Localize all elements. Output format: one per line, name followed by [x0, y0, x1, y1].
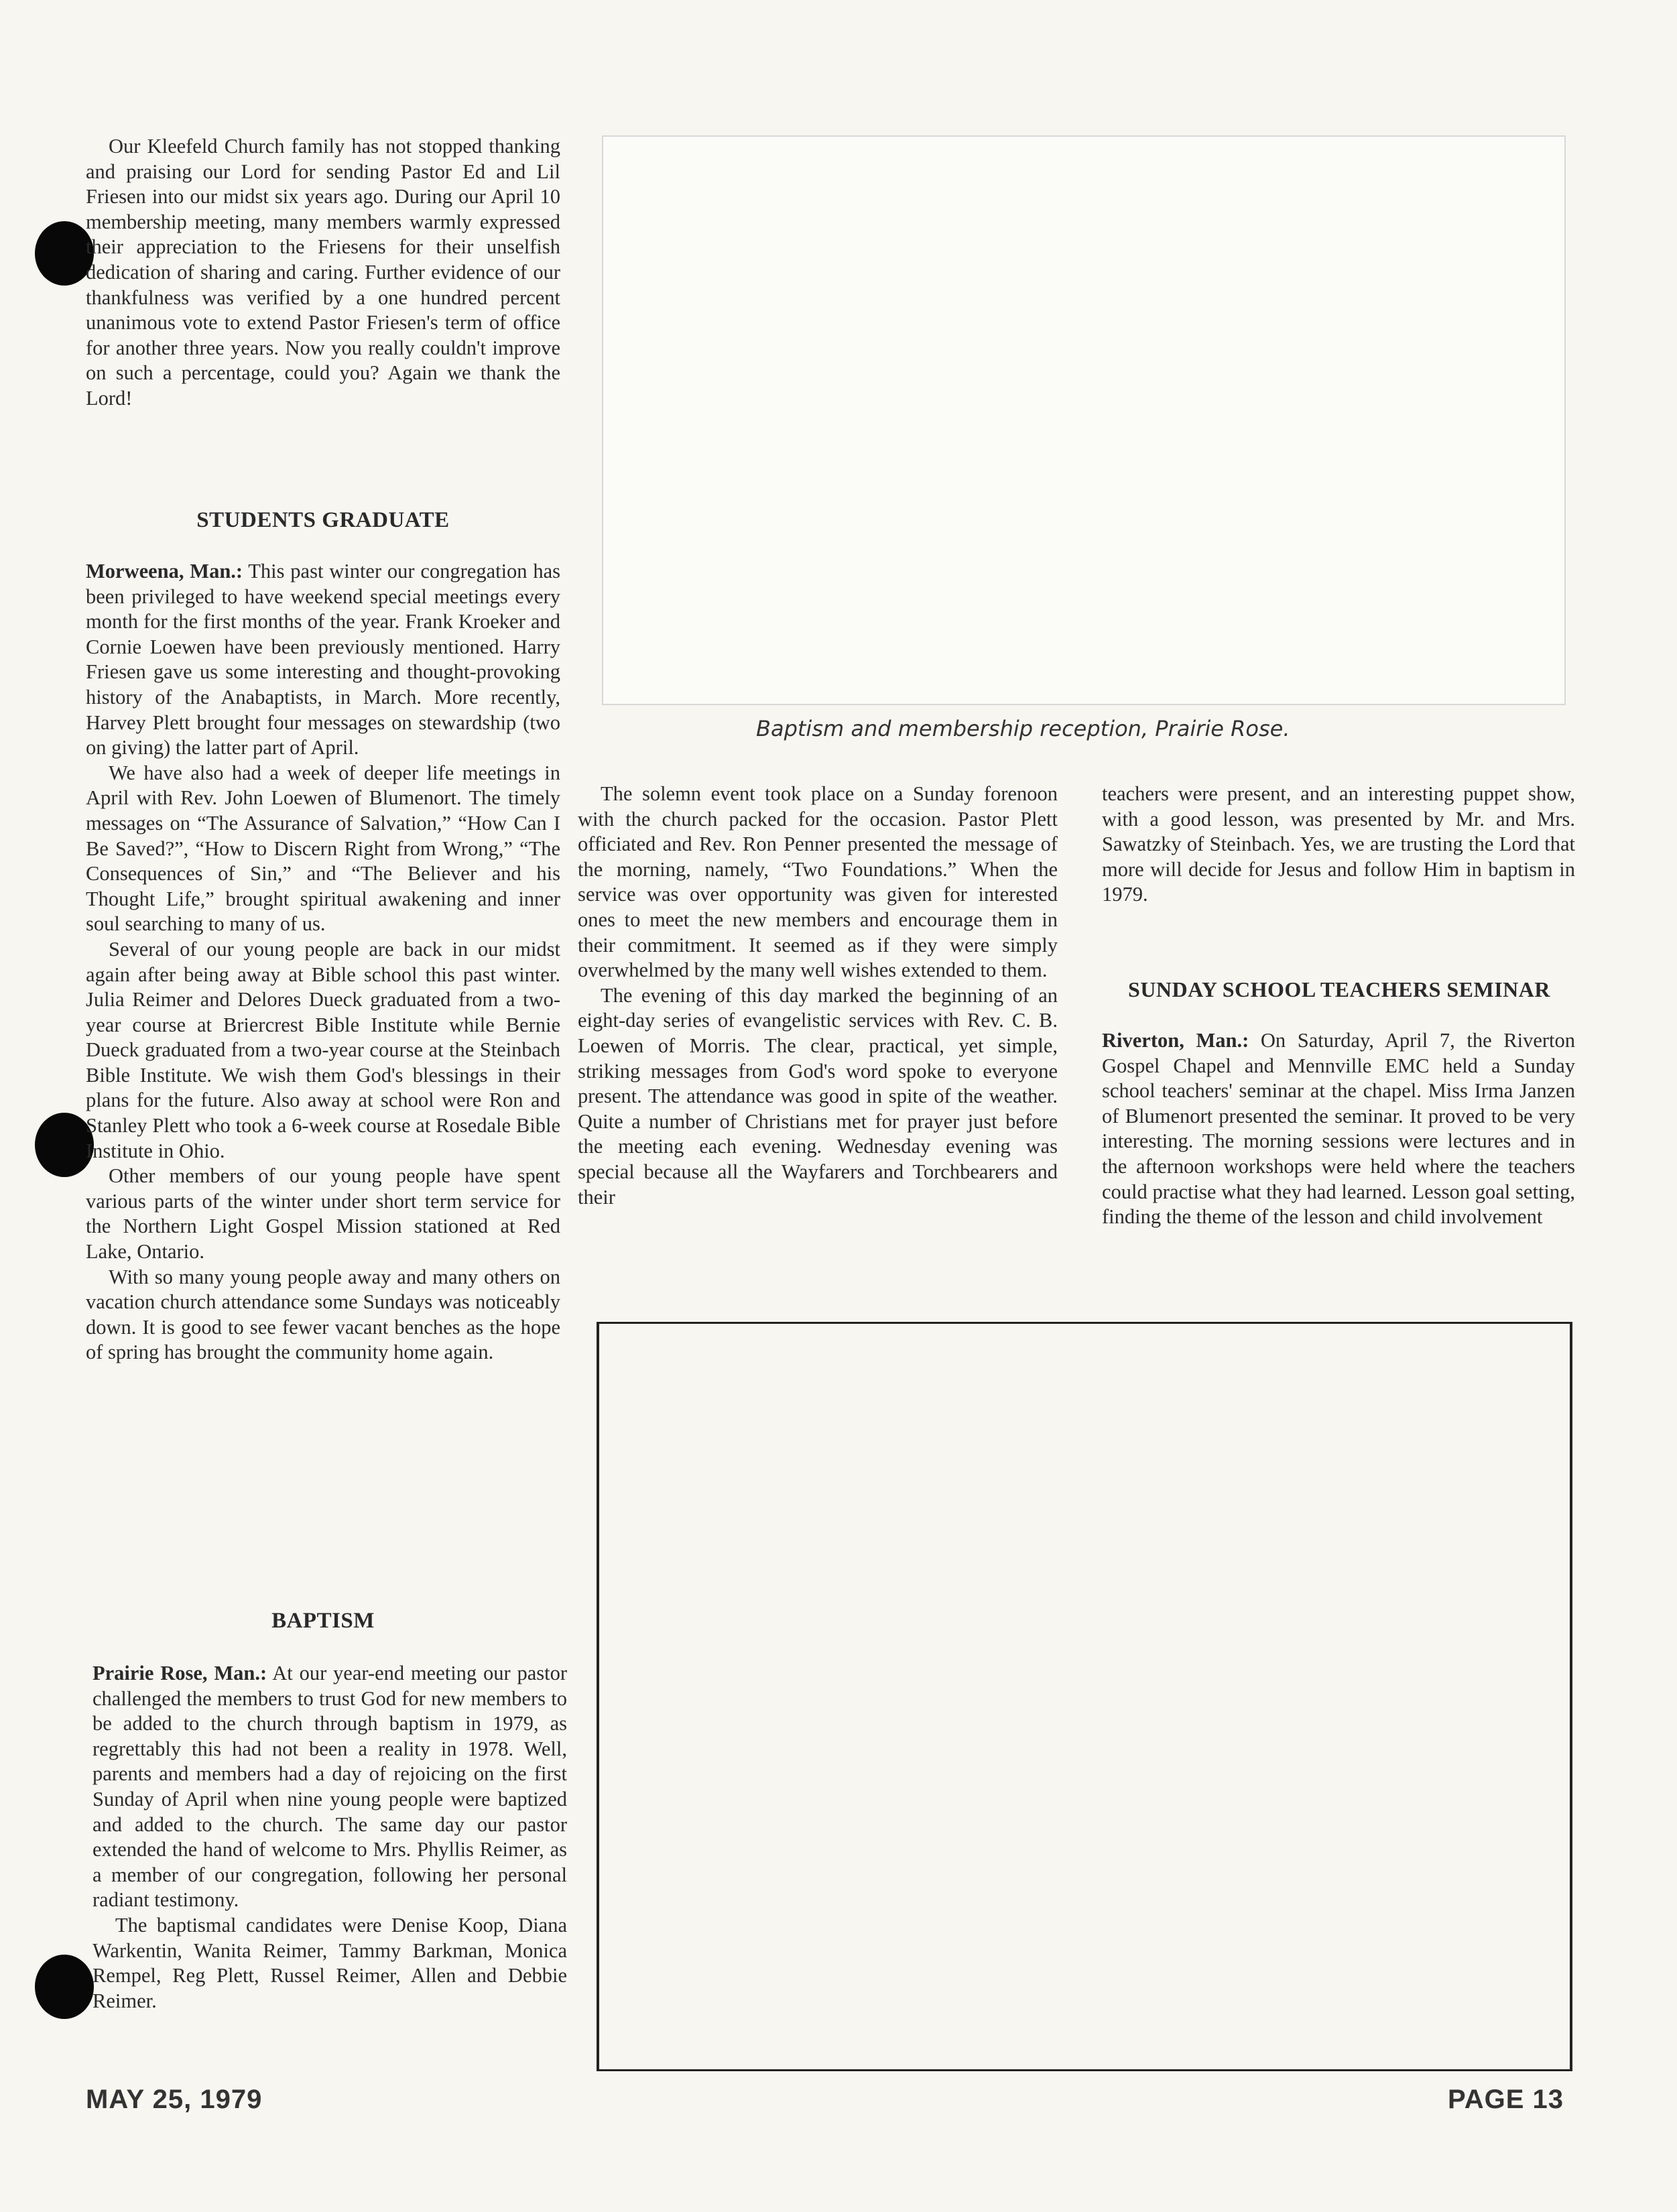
binder-hole-middle: [35, 1113, 94, 1177]
article-paragraph: The evening of this day marked the beginning of an eight-day series of evangelistic services with Rev. C. B. Loewen of Morris. The clear, practical, yet simple, striking messages from God's word spoke to everyone present. The attendance was good in spite of the weather. Quite a number of Christians met for prayer just before the meeting each evening. Wednesday evening was special because all the Wayfarers and Torchbearers and their: [578, 983, 1058, 1209]
column-3-continuation: [1102, 782, 1575, 908]
photo-baptism-reception: [602, 135, 1566, 705]
article-paragraph: Other members of our young people have spent various parts of the winter under short term service for the Northern Light Gospel Mission stationed at Red Lake, Ontario.: [86, 1164, 560, 1264]
article-paragraph: Riverton, Man.: On Saturday, April 7, the Riverton Gospel Chapel and Mennville EMC held a Sunday school teachers' seminar at the chapel. Miss Irma Janzen of Blumenort presented the seminar. It proved to be very interesting. The morning sessions were lectures and in the afternoon workshops were held where the teachers could practise what they had learned. Lesson goal setting, finding the theme of the lesson and child involvement: [1102, 1029, 1575, 1229]
column-2-article: [578, 782, 1058, 1210]
article-paragraph: Morweena, Man.: This past winter our congregation has been privileged to have weekend special meetings every month for the first months of the year. Frank Kroeker and Cornie Loewen have been previously mentioned. Harry Friesen gave us some interesting and thought-provoking history of the Anabaptists, in March. More recently, Harvey Plett brought four messages on stewardship (two on giving) the latter part of April.: [86, 560, 560, 759]
binder-hole-top: [35, 221, 94, 286]
students-graduate-article: [86, 559, 560, 1365]
intro-paragraph: Our Kleefeld Church family has not stopped thanking and praising our Lord for sending Pastor Ed and Lil Friesen into our midst six years ago. During our April 10 membership meeting, many members warmly expressed their appreciation to the Friesens for their unselfish dedication of sharing and caring. Further evidence of our thankfulness was verified by a one hundred percent unanimous vote to extend Pastor Friesen's term of office for another three years. Now you really couldn't improve on such a percentage, could you? Again we thank the Lord!: [86, 135, 560, 410]
article-paragraph: The solemn event took place on a Sunday forenoon with the church packed for the occasion. Pastor Plett officiated and Rev. Ron Penner presented the message of the morning, namely, “Two Foundations.” When the service was over opportunity was given for interested ones to meet the new members and encourage them in their commitment. It seemed as if they were simply overwhelmed by the many well wishes extended to them.: [578, 782, 1058, 982]
sunday-school-seminar-article: [1102, 1028, 1575, 1230]
issue-date: MAY 25, 1979: [86, 2085, 263, 2114]
students-graduate-heading: STUDENTS GRADUATE: [196, 508, 450, 532]
frame-bottom-rule: [599, 2069, 1570, 2071]
baptism-heading: BAPTISM: [271, 1609, 375, 1633]
page-number: PAGE 13: [1448, 2085, 1564, 2114]
binder-hole-bottom: [35, 1955, 94, 2019]
article-paragraph: We have also had a week of deeper life meetings in April with Rev. John Loewen of Blumenort. The timely messages on “The Assurance of Salvation,” “How Can I Be Saved?”, “How to Discern Right from Wrong,” “The Consequences of Sin,” and “The Believer and his Thought Life,” brought spiritual awakening and inner soul searching to many of us.: [86, 761, 560, 936]
baptism-article: [92, 1661, 567, 2014]
column-1-intro: [86, 134, 560, 412]
frame-top-rule: [599, 1322, 1570, 1324]
photo-caption: Baptism and membership reception, Prairie Rose.: [756, 716, 1290, 741]
photo-seminar-frame: [597, 1322, 1572, 2071]
article-paragraph: The baptismal candidates were Denise Koop, Diana Warkentin, Wanita Reimer, Tammy Barkman, Monica Rempel, Reg Plett, Russel Reimer, Allen and Debbie Reimer.: [92, 1913, 567, 2012]
dateline: Riverton, Man.:: [1102, 1029, 1249, 1052]
article-paragraph: Prairie Rose, Man.: At our year-end meeting our pastor challenged the members to trust God for new members to be added to the church through baptism in 1979, as regrettably this had not been a reality in 1978. Well, parents and members had a day of rejoicing on the first Sunday of April when nine young people were baptized and added to the church. The same day our pastor extended the hand of welcome to Mrs. Phyllis Reimer, as a member of our congregation, following her personal radiant testimony.: [92, 1662, 567, 1912]
article-paragraph: Several of our young people are back in our midst again after being away at Bible school this past winter. Julia Reimer and Delores Dueck graduated from a two-year course at Briercrest Bible Institute while Bernie Dueck graduated from a two-year course at the Steinbach Bible Institute. We wish them God's blessings in their plans for the future. Also away at school were Ron and Stanley Plett who took a 6-week course at Rosedale Bible Institute in Ohio.: [86, 937, 560, 1162]
article-paragraph: teachers were present, and an interesting puppet show, with a good lesson, was presented by Mr. and Mrs. Sawatzky of Steinbach. Yes, we are trusting the Lord that more will decide for Jesus and follow Him in baptism in 1979.: [1102, 782, 1575, 906]
sunday-school-seminar-heading: SUNDAY SCHOOL TEACHERS SEMINAR: [1128, 977, 1550, 1001]
article-paragraph: With so many young people away and many others on vacation church attendance some Sundays was noticeably down. It is good to see fewer vacant benches as the hope of spring has brought the community home again.: [86, 1265, 560, 1364]
dateline: Prairie Rose, Man.:: [92, 1662, 267, 1684]
dateline: Morweena, Man.:: [86, 560, 243, 582]
